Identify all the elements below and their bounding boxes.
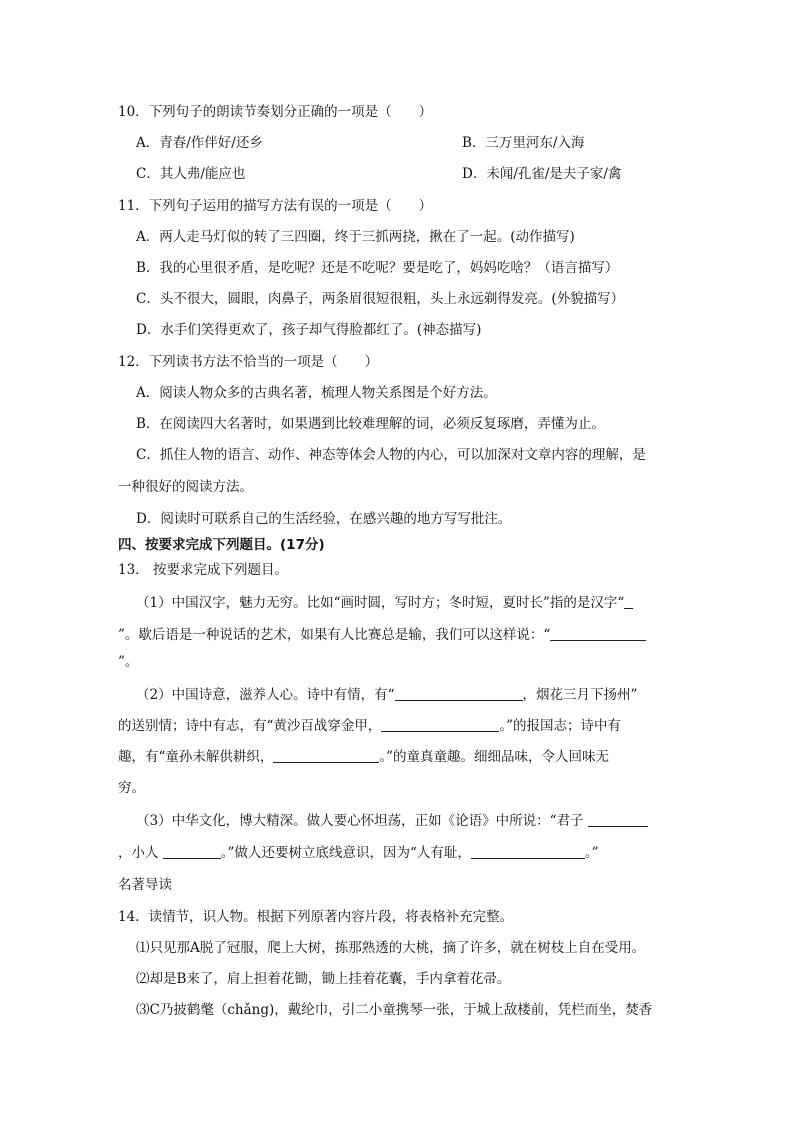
q13-part1-text: （1）中国汉字，魅力无穷。比如“画时圆，写时方；冬时短，夏时长”指的是汉字“ (136, 595, 625, 611)
q10-option-c: C．其人弗/能应也 (136, 166, 246, 182)
q10-option-a: A．青春/作伴好/还乡 (136, 135, 263, 151)
answer-blank[interactable] (395, 686, 523, 701)
q11-option-a: A．两人走马灯似的转了三四圈，终于三抓两挠，揪在了一起。(动作描写) (136, 229, 575, 245)
q13-part1-line1 (136, 593, 633, 613)
answer-blank[interactable] (163, 844, 221, 859)
q13-part2-line2 (118, 716, 621, 736)
q13-part3-line1 (136, 811, 648, 831)
q13-part3-text-2c: 。” (584, 845, 599, 861)
answer-blank[interactable] (273, 748, 379, 763)
q12-option-b: B．在阅读四大名著时，如果遇到比较难理解的词，必须反复琢磨，弄懂为止。 (136, 416, 605, 432)
q14-stem: 14．读情节，识人物。根据下列原著内容片段，将表格补充完整。 (118, 909, 514, 925)
q11-stem: 11．下列句子运用的描写方法有误的一项是（ ） (118, 198, 433, 214)
q12-option-a: A．阅读人物众多的古典名著，梳理人物关系图是个好方法。 (136, 385, 497, 401)
reading-guide-heading: 名著导读 (118, 877, 172, 893)
answer-blank[interactable] (381, 717, 499, 732)
q13-part2-text-1b: ，烟花三月下扬州” (522, 687, 638, 703)
q12-option-d: D．阅读时可联系自己的生活经验，在感兴趣的地方写写批注。 (136, 511, 512, 527)
q13-part2-text-2a: 的送别情；诗中有志，有“黄沙百战穿金甲， (118, 718, 382, 734)
q13-part3-text-1: （3）中华文化，博大精深。做人要心怀坦荡，正如《论语》中所说：“君子 (136, 813, 584, 829)
q13-stem: 13． 按要求完成下列题目。 (118, 562, 288, 578)
q13-part2-text-1a: （2）中国诗意，滋养人心。诗中有情，有“ (136, 687, 395, 703)
q10-stem: 10．下列句子的朗读节奏划分正确的一项是（ ） (118, 104, 433, 120)
q14-excerpt-3: ⑶C乃披鹤氅（chǎng)，戴纶巾，引二小童携琴一张，于城上敌楼前，凭栏而坐，焚香 (136, 1002, 653, 1018)
answer-blank[interactable] (588, 812, 648, 827)
section-4-heading: 四、按要求完成下列题目。(17分) (118, 537, 325, 553)
q13-part2-text-3b: 。”的童真童趣。细细品味，令人回味无 (379, 749, 610, 765)
q10-option-d: D．未闻/孔雀/是夫子家/禽 (462, 166, 622, 182)
answer-blank[interactable] (471, 844, 585, 859)
q13-part2-line4: 穷。 (118, 780, 145, 796)
q14-excerpt-1: ⑴只见那A脱了冠服，爬上大树，拣那熟透的大桃，摘了许多，就在树枝上自在受用。 (136, 940, 646, 956)
q13-part1-text-2: ”。歇后语是一种说话的艺术，如果有人比赛总是输，我们可以这样说：“ (118, 627, 551, 643)
q13-part1-line3: ”。 (118, 654, 139, 670)
q11-option-d: D．水手们笑得更欢了，孩子却气得脸都红了。(神态描写) (136, 322, 482, 338)
q13-part1-line2 (118, 625, 646, 645)
q13-part2-line3 (118, 747, 609, 767)
answer-blank[interactable] (550, 626, 646, 641)
q13-part2-text-3a: 趣，有“童孙未解供耕织， (118, 749, 274, 765)
q12-stem: 12．下列读书方法不恰当的一项是（ ） (118, 354, 379, 370)
q14-excerpt-2: ⑵却是B来了，肩上担着花锄，锄上挂着花囊，手内拿着花帚。 (136, 971, 511, 987)
q10-option-b: B．三万里河东/入海 (462, 135, 585, 151)
q13-part2-line1 (136, 685, 637, 705)
q13-part3-line2 (118, 843, 599, 863)
answer-blank[interactable] (624, 594, 633, 609)
q12-option-c-line2: 一种很好的阅读方法。 (118, 479, 253, 495)
q12-option-c-line1: C．抓住人物的语言、动作、神态等体会人物的内心，可以加深对文章内容的理解，是 (136, 447, 646, 463)
q13-part2-text-2b: 。”的报国志；诗中有 (499, 718, 622, 734)
q11-option-b: B．我的心里很矛盾，是吃呢？还是不吃呢？要是吃了，妈妈吃啥？（语言描写） (136, 260, 619, 276)
q11-option-c: C．头不很大，圆眼，肉鼻子，两条眉很短很粗，头上永远剃得发亮。(外貌描写） (136, 291, 625, 307)
q13-part3-text-2b: 。”做人还要树立底线意识，因为“人有耻， (220, 845, 471, 861)
q13-part3-text-2a: ，小人 (118, 845, 159, 861)
